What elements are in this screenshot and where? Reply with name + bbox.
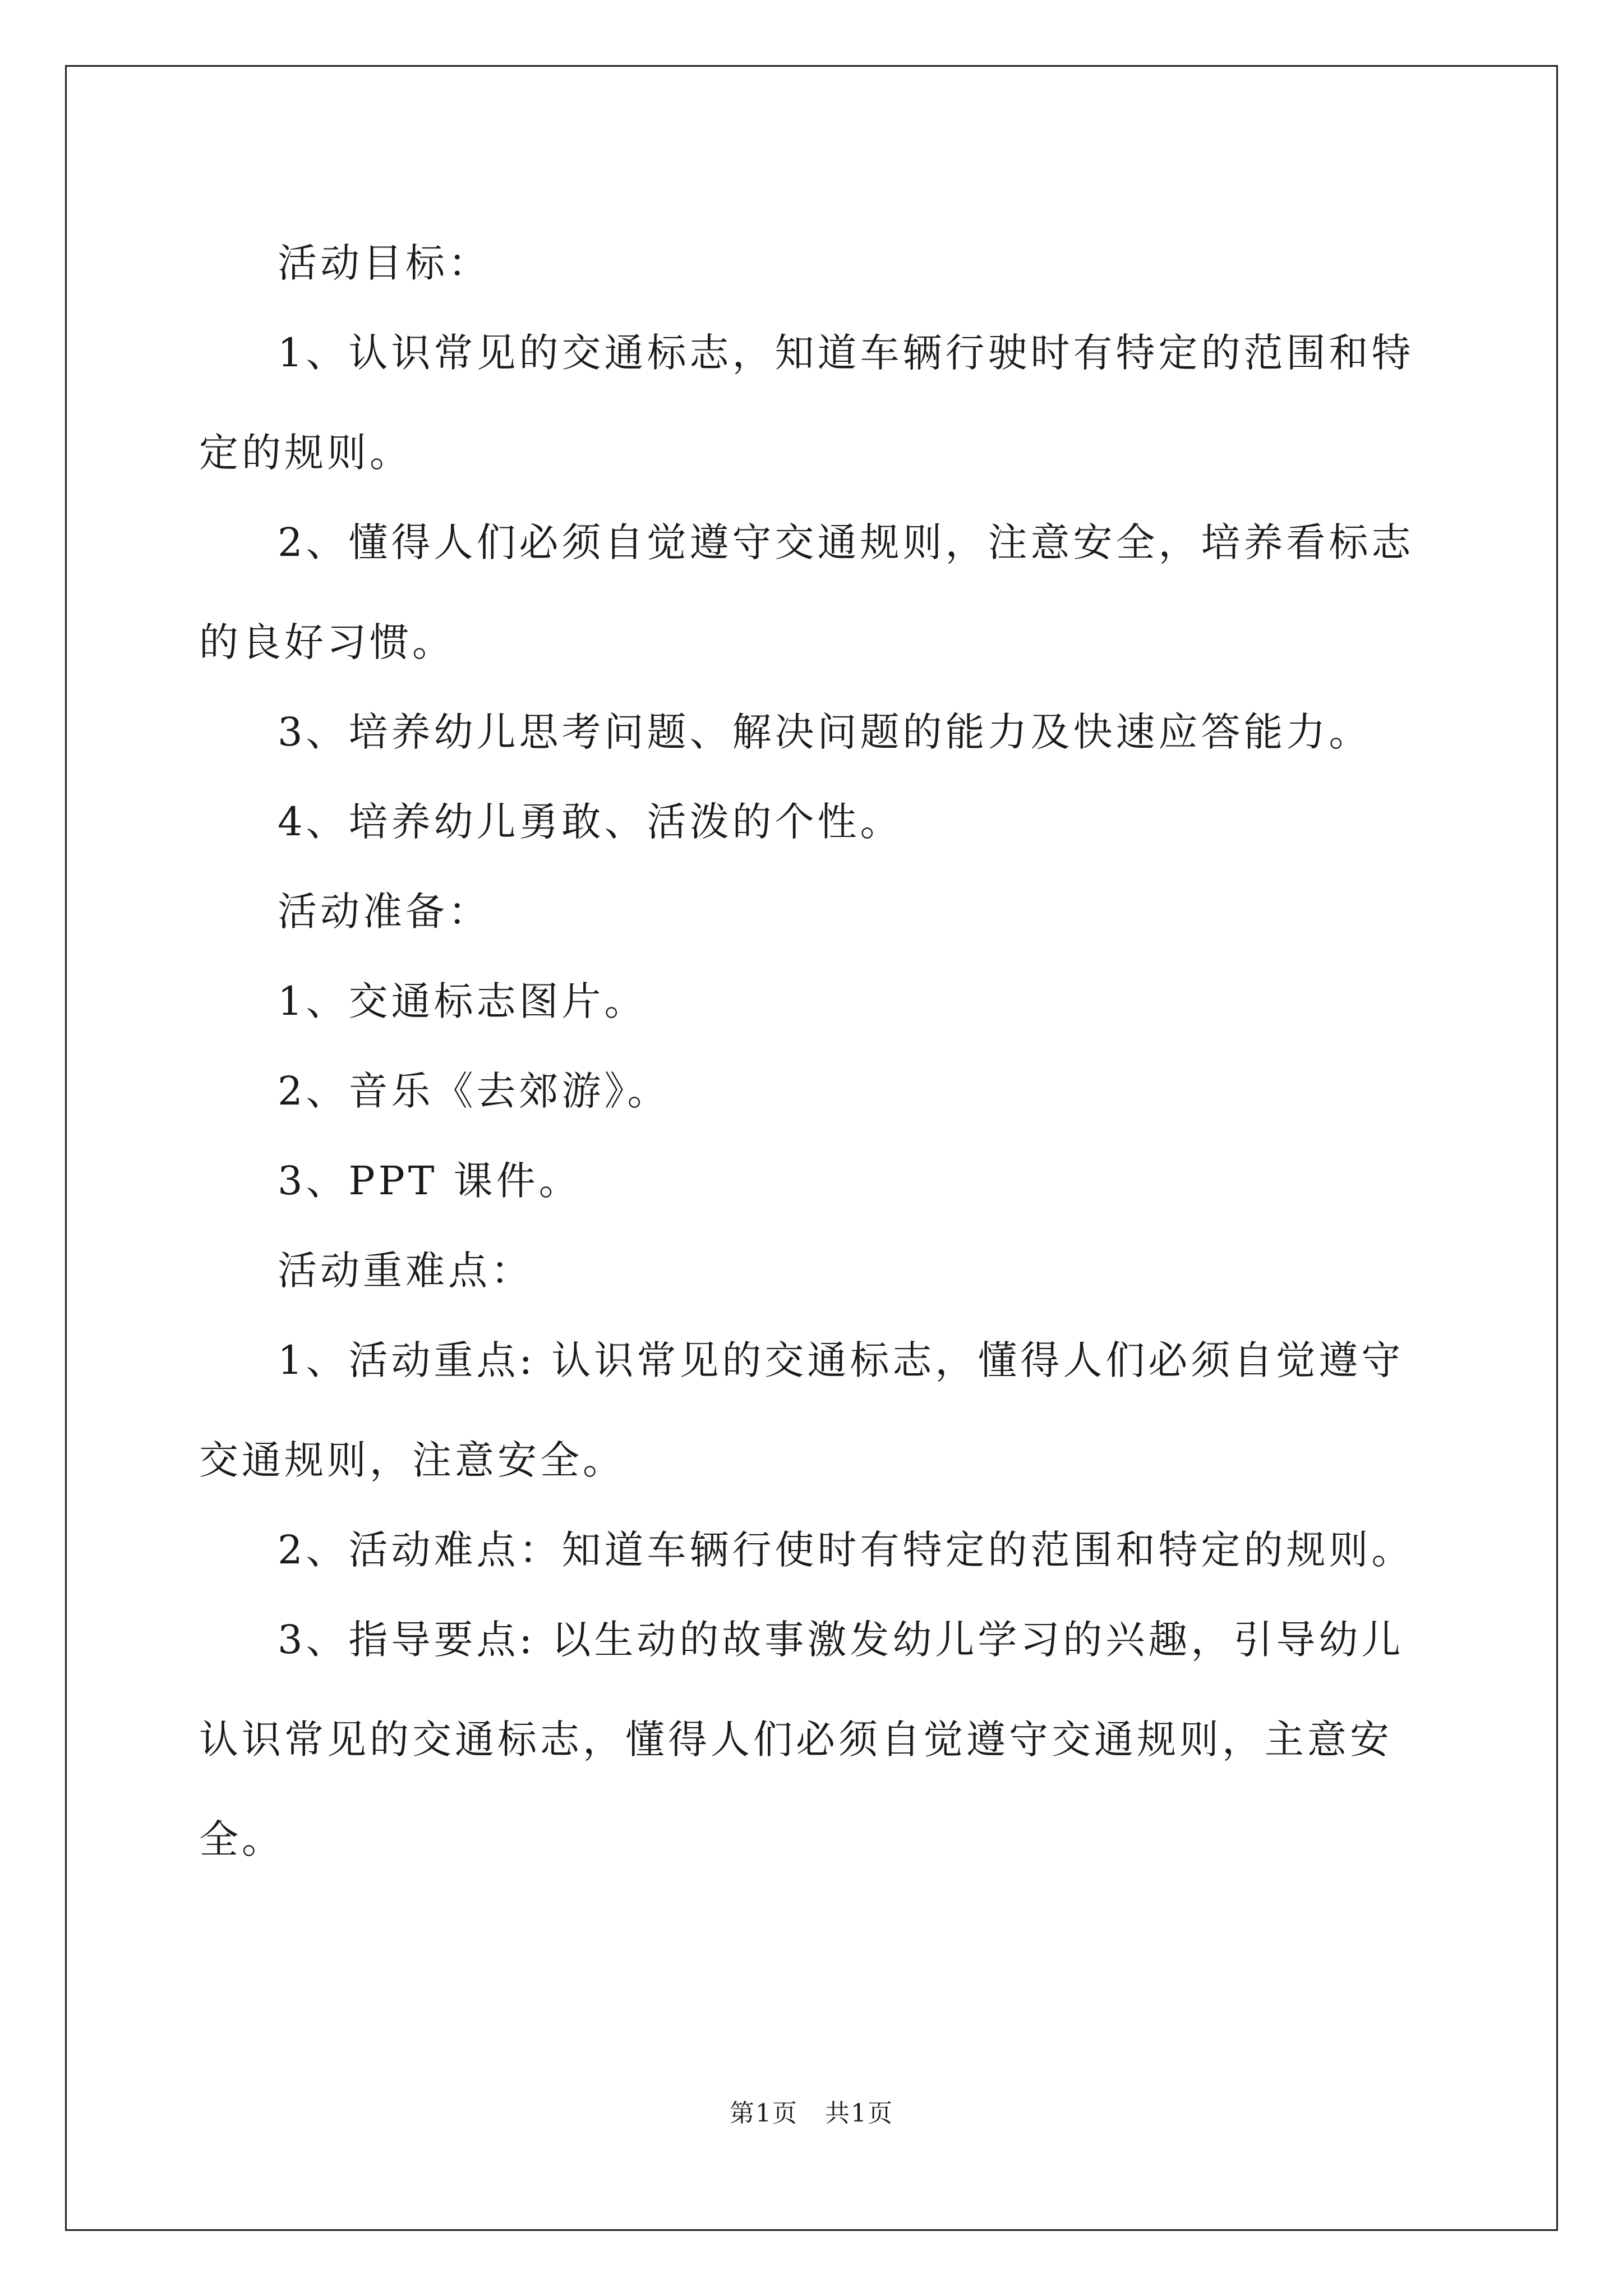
key-point-item-2: 2、活动难点：知道车辆行使时有特定的范围和特定的规则。 [278,1527,1414,1573]
preparation-item-2: 2、音乐《去郊游》。 [278,1068,670,1114]
key-point-item-1: 1、活动重点: 认识常见的交通标志，懂得人们必须自觉遵守交通规则，注意安全。 [199,1337,1404,1483]
preparation-item-1: 1、交通标志图片。 [278,978,647,1024]
goal-item-3: 3、培养幼儿思考问题、解决问题的能力及快速应答能力。 [278,709,1372,755]
goal-item-2: 2、懂得人们必须自觉遵守交通规则，注意安全，培养看标志的良好习惯。 [199,519,1414,665]
page-footer [0,2097,1623,2131]
document-body [199,213,1433,1879]
goal-item-1: 1、认识常见的交通标志，知道车辆行驶时有特定的范围和特定的规则。 [199,330,1414,476]
page-total-label: 共1页 [825,2099,893,2128]
section-heading-goals: 活动目标： [278,240,491,286]
section-heading-key-points: 活动重难点： [278,1248,533,1294]
goal-item-4: 4、培养幼儿勇敢、活泼的个性。 [278,799,903,845]
section-heading-preparation: 活动准备： [278,889,491,935]
key-point-item-3: 3、指导要点: 以生动的故事激发幼儿学习的兴趣，引导幼儿认识常见的交通标志，懂得人们必须自觉遵守交通规则，主意安全。 [199,1617,1404,1862]
page-number-label: 第1页 [730,2099,798,2128]
preparation-item-3: 3、PPT 课件。 [278,1158,582,1204]
